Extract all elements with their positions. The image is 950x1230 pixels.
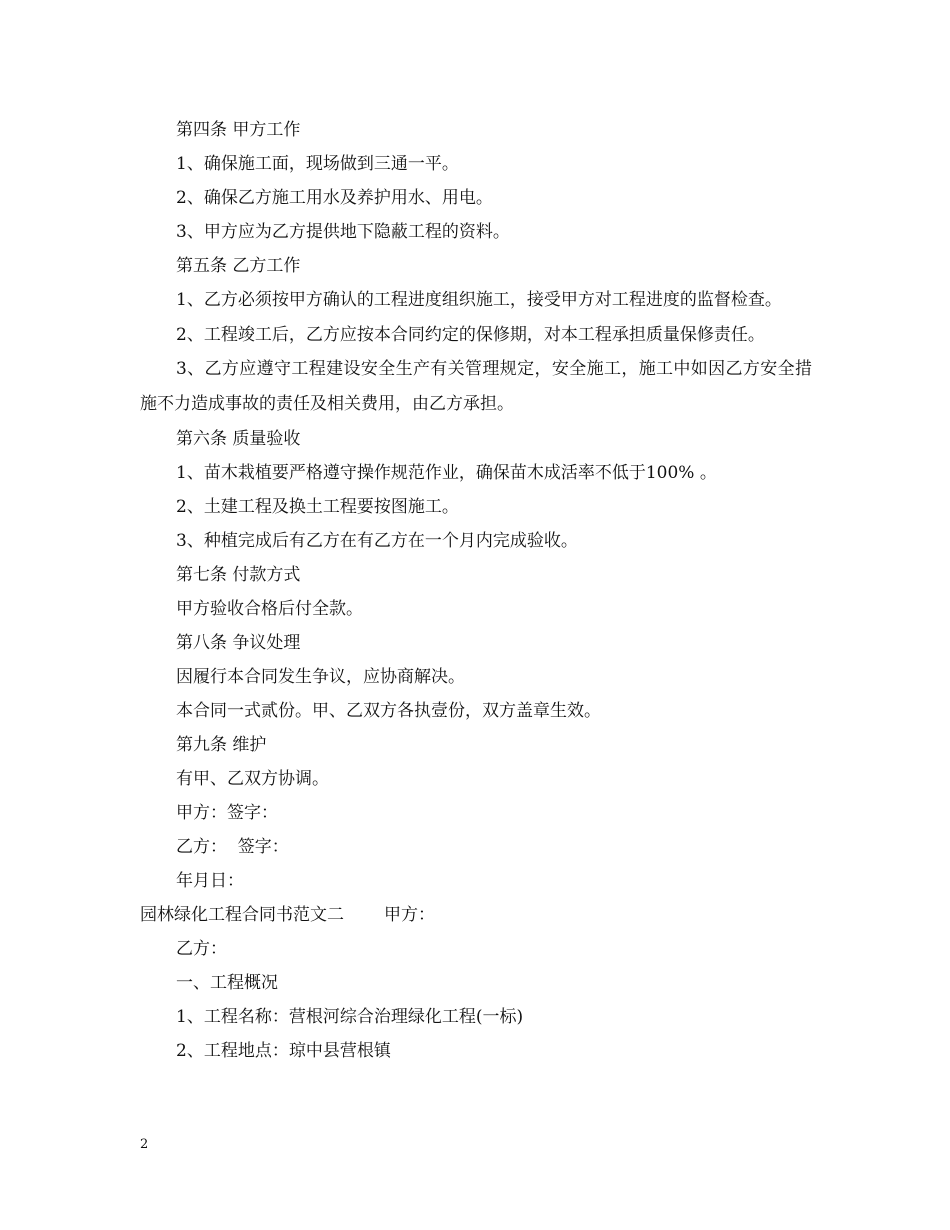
second-template-party-b: 乙方：: [176, 939, 227, 959]
second-template-line: [140, 898, 812, 932]
article-7-text: 甲方验收合格后付全款。: [176, 599, 363, 619]
page-number: 2: [140, 1137, 149, 1152]
article-8-text: 因履行本合同发生争议，应协商解决。: [176, 667, 465, 687]
article-6-item-2: 2、土建工程及换土工程要按图施工。: [176, 497, 459, 517]
article-5-heading: 第五条 乙方工作: [176, 256, 301, 276]
article-8-heading: 第八条 争议处理: [176, 633, 301, 653]
article-4-heading: 第四条 甲方工作: [176, 120, 301, 140]
party-b-signature: 乙方： 签字：: [176, 837, 289, 857]
article-9-text: 有甲、乙双方协调。: [176, 769, 329, 789]
article-5-item-2: 2、工程竣工后，乙方应按本合同约定的保修期，对本工程承担质量保修责任。: [176, 325, 765, 345]
project-location: 2、工程地点：琼中县营根镇: [176, 1041, 391, 1061]
article-5-item-1: 1、乙方必须按甲方确认的工程进度组织施工，接受甲方对工程进度的监督检查。: [176, 290, 782, 310]
article-4-item-3: 3、甲方应为乙方提供地下隐蔽工程的资料。: [176, 222, 510, 242]
article-4-item-1: 1、确保施工面，现场做到三通一平。: [176, 154, 459, 174]
article-6-item-3: 3、种植完成后有乙方在有乙方在一个月内完成验收。: [176, 531, 578, 551]
project-overview-heading: 一、工程概况: [176, 973, 278, 993]
project-name: 1、工程名称：营根河综合治理绿化工程(一标): [176, 1007, 524, 1027]
second-template-party-a: 甲方：: [384, 905, 435, 925]
article-4-item-2: 2、确保乙方施工用水及养护用水、用电。: [176, 188, 493, 208]
party-a-signature: 甲方：签字：: [176, 803, 278, 823]
second-template-title: 园林绿化工程合同书范文二: [140, 905, 344, 925]
article-9-heading: 第九条 维护: [176, 735, 267, 755]
document-body: [140, 113, 812, 1068]
article-5-item-3: 3、乙方应遵守工程建设安全生产有关管理规定，安全施工，施工中如因乙方安全措施不力造成事故的责任及相关费用，由乙方承担。: [140, 359, 812, 414]
copies-clause: 本合同一式贰份。甲、乙双方各执壹份，双方盖章生效。: [176, 701, 601, 721]
article-7-heading: 第七条 付款方式: [176, 565, 301, 585]
article-6-heading: 第六条 质量验收: [176, 429, 301, 449]
signing-date: 年月日：: [176, 871, 244, 891]
article-6-item-1: 1、苗木栽植要严格遵守操作规范作业，确保苗木成活率不低于100% 。: [176, 463, 717, 483]
